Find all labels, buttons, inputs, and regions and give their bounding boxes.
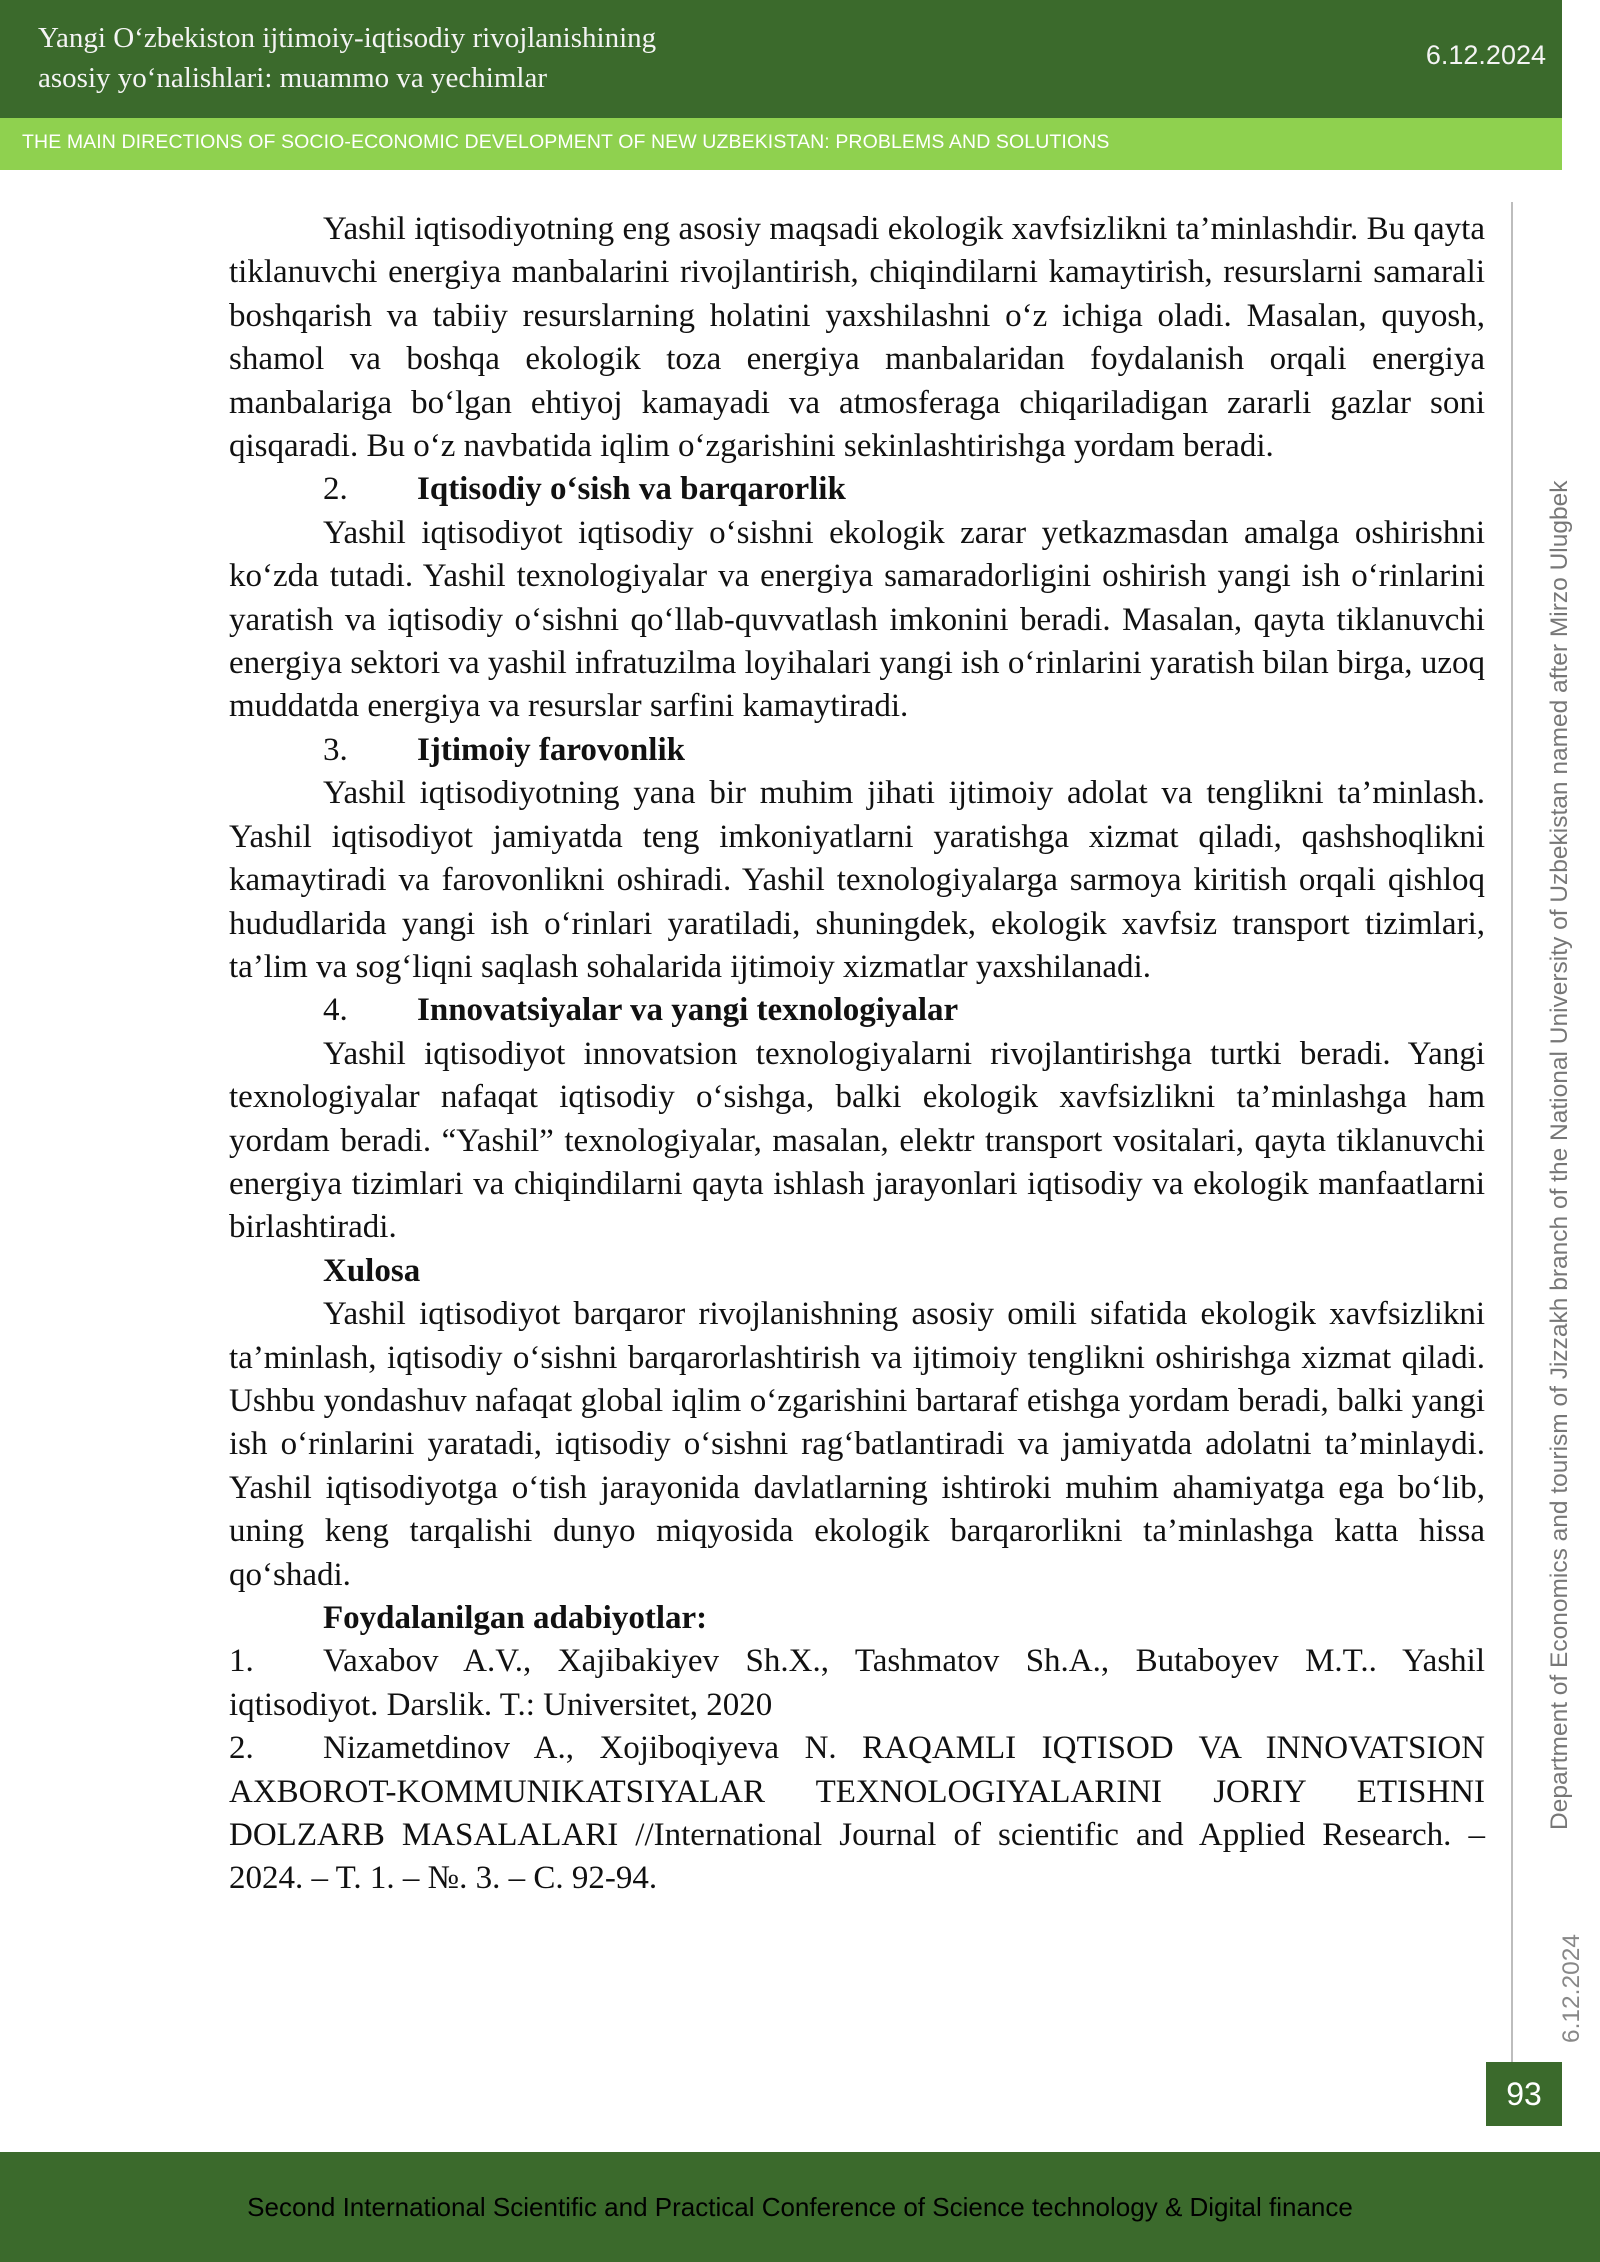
- paragraph-conclusion: Yashil iqtisodiyot barqaror rivojlanishning asosiy omili sifatida ekologik xavfsizlikni ta’minlash, iqtisodiy o‘sishni barqarorlashtirish va ijtimoiy tenglikni oshirishga xizmat qiladi. Ushbu yondashuv nafaqat global iqlim o‘zgarishini bartaraf etishga yordam beradi, balki yangi ish o‘rinlarini yaratadi, iqtisodiy o‘sishni rag‘batlantiradi va jamiyatda adolatni ta’minlaydi. Yashil iqtisodiyotga o‘tish jarayonida davlatlarning ishtiroki muhim ahamiyatga ega bo‘lib, uning keng tarqalishi dunyo miqyosida ekologik barqarorlikni ta’minlashga katta hissa qo‘shadi.: [229, 1296, 1485, 1593]
- section-heading-3: [229, 729, 1485, 772]
- section-number: 2.: [323, 471, 348, 508]
- paragraph-social-welfare: Yashil iqtisodiyotning yana bir muhim jihati ijtimoiy adolat va tenglikni ta’minlash. Yashil iqtisodiyot jamiyatda teng imkoniyatlarni yaratishga xizmat qiladi, qashshoqlikni kamaytiradi va farovonlikni oshiradi. Yashil texnologiyalarga sarmoya kiritish orqali qishloq hududlarida yangi ish o‘rinlari yaratiladi, shuningdek, ekologik xavfsiz transport tizimlari, ta’lim va sog‘liqni saqlash sohalarida ijtimoiy xizmatlar yaxshilanadi.: [229, 775, 1485, 985]
- paragraph-ecological-safety: Yashil iqtisodiyotning eng asosiy maqsadi ekologik xavfsizlikni ta’minlashdir. Bu qayta tiklanuvchi energiya manbalarini rivojlantirish, chiqindilarni kamaytirish, resurslarni samarali boshqarish va tabiiy resurslarning holatini yaxshilashni o‘z ichiga oladi. Masalan, quyosh, shamol va boshqa ekologik toza energiya manbalaridan foydalanish orqali energiya manbalariga bo‘lgan ehtiyoj kamayadi va atmosferaga chiqariladigan zararli gazlar soni qisqaradi. Bu o‘z navbatida iqlim o‘zgarishini sekinlashtirishga yordam beradi.: [229, 211, 1485, 465]
- section-heading-4: [229, 989, 1485, 1032]
- section-title: Innovatsiyalar va yangi texnologiyalar: [417, 992, 959, 1029]
- paragraph-economic-growth: Yashil iqtisodiyot iqtisodiy o‘sishni ekologik zarar yetkazmasdan amalga oshirishni ko‘zda tutadi. Yashil texnologiyalar va energiya samaradorligini oshirish yangi ish o‘rinlarini yaratish va iqtisodiy o‘sishni qo‘llab-quvvatlash imkonini beradi. Masalan, qayta tiklanuvchi energiya sektori va yashil infratuzilma loyihalari yangi ish o‘rinlarini yaratish bilan birga, uzoq muddatda energiya va resurslar sarfini kamaytiradi.: [229, 514, 1485, 725]
- conclusion-heading: Xulosa: [323, 1252, 421, 1289]
- reference-item-2: [229, 1727, 1485, 1901]
- section-heading-2: [229, 468, 1485, 511]
- section-title: Iqtisodiy o‘sish va barqarorlik: [417, 471, 846, 508]
- page-number: 93: [1486, 2062, 1562, 2126]
- reference-text: Nizametdinov A., Xojiboqiyeva N. RAQAMLI IQTISOD VA INNOVATSION AXBOROT-KOMMUNIKATSIYALAR TEXNOLOGIYALARINI JORIY ETISHNI DOLZARB MASALALARI //International Journal of scientific and Applied Research. – 2024. – T. 1. – №. 3. – C. 92-94.: [229, 1730, 1485, 1897]
- page-header: [0, 0, 1562, 118]
- page-footer: [0, 2152, 1600, 2262]
- section-number: 3.: [323, 731, 348, 768]
- vertical-department-label: Department of Economics and tourism of Jizzakh branch of the National University of Uzbekistan named after Mirzo Ulugbek: [1546, 480, 1573, 1830]
- article-body: [229, 208, 1485, 1901]
- paragraph-innovations: Yashil iqtisodiyot innovatsion texnologiyalarni rivojlantirishga turtki beradi. Yangi texnologiyalar nafaqat iqtisodiy o‘sishga, balki ekologik xavfsizlikni ta’minlashga ham yordam beradi. “Yashil” texnologiyalar, masalan, elektr transport vositalari, qayta tiklanuvchi energiya tizimlari va chiqindilarni qayta ishlash jarayonlari iqtisodiy va ekologik manfaatlarni birlashtiradi.: [229, 1035, 1485, 1246]
- english-subtitle-bar: [0, 118, 1562, 170]
- reference-number: 1.: [229, 1643, 254, 1680]
- english-subtitle: THE MAIN DIRECTIONS OF SOCIO-ECONOMIC DEVELOPMENT OF NEW UZBEKISTAN: PROBLEMS AND SOLUTIONS: [22, 131, 1110, 153]
- reference-text: Vaxabov A.V., Xajibakiyev Sh.X., Tashmatov Sh.A., Butaboyev M.T.. Yashil iqtisodiyot. Darslik. T.: Universitet, 2020: [229, 1643, 1485, 1723]
- reference-item-1: [229, 1640, 1485, 1727]
- side-divider: [1511, 202, 1513, 2062]
- vertical-date: 6.12.2024: [1558, 1934, 1585, 2043]
- conference-title-line2: asosiy yo‘nalishlari: muammo va yechimlar: [38, 62, 547, 94]
- reference-number: 2.: [229, 1730, 254, 1767]
- conference-title-line1: Yangi O‘zbekiston ijtimoiy-iqtisodiy rivojlanishining: [38, 22, 657, 54]
- conference-title: [38, 18, 656, 98]
- section-title: Ijtimoiy farovonlik: [417, 731, 685, 768]
- header-date: 6.12.2024: [1425, 40, 1546, 70]
- section-number: 4.: [323, 992, 348, 1029]
- footer-conference-name: Second International Scientific and Practical Conference of Science technology & Digital finance: [247, 2192, 1353, 2222]
- references-heading: Foydalanilgan adabiyotlar:: [323, 1600, 708, 1636]
